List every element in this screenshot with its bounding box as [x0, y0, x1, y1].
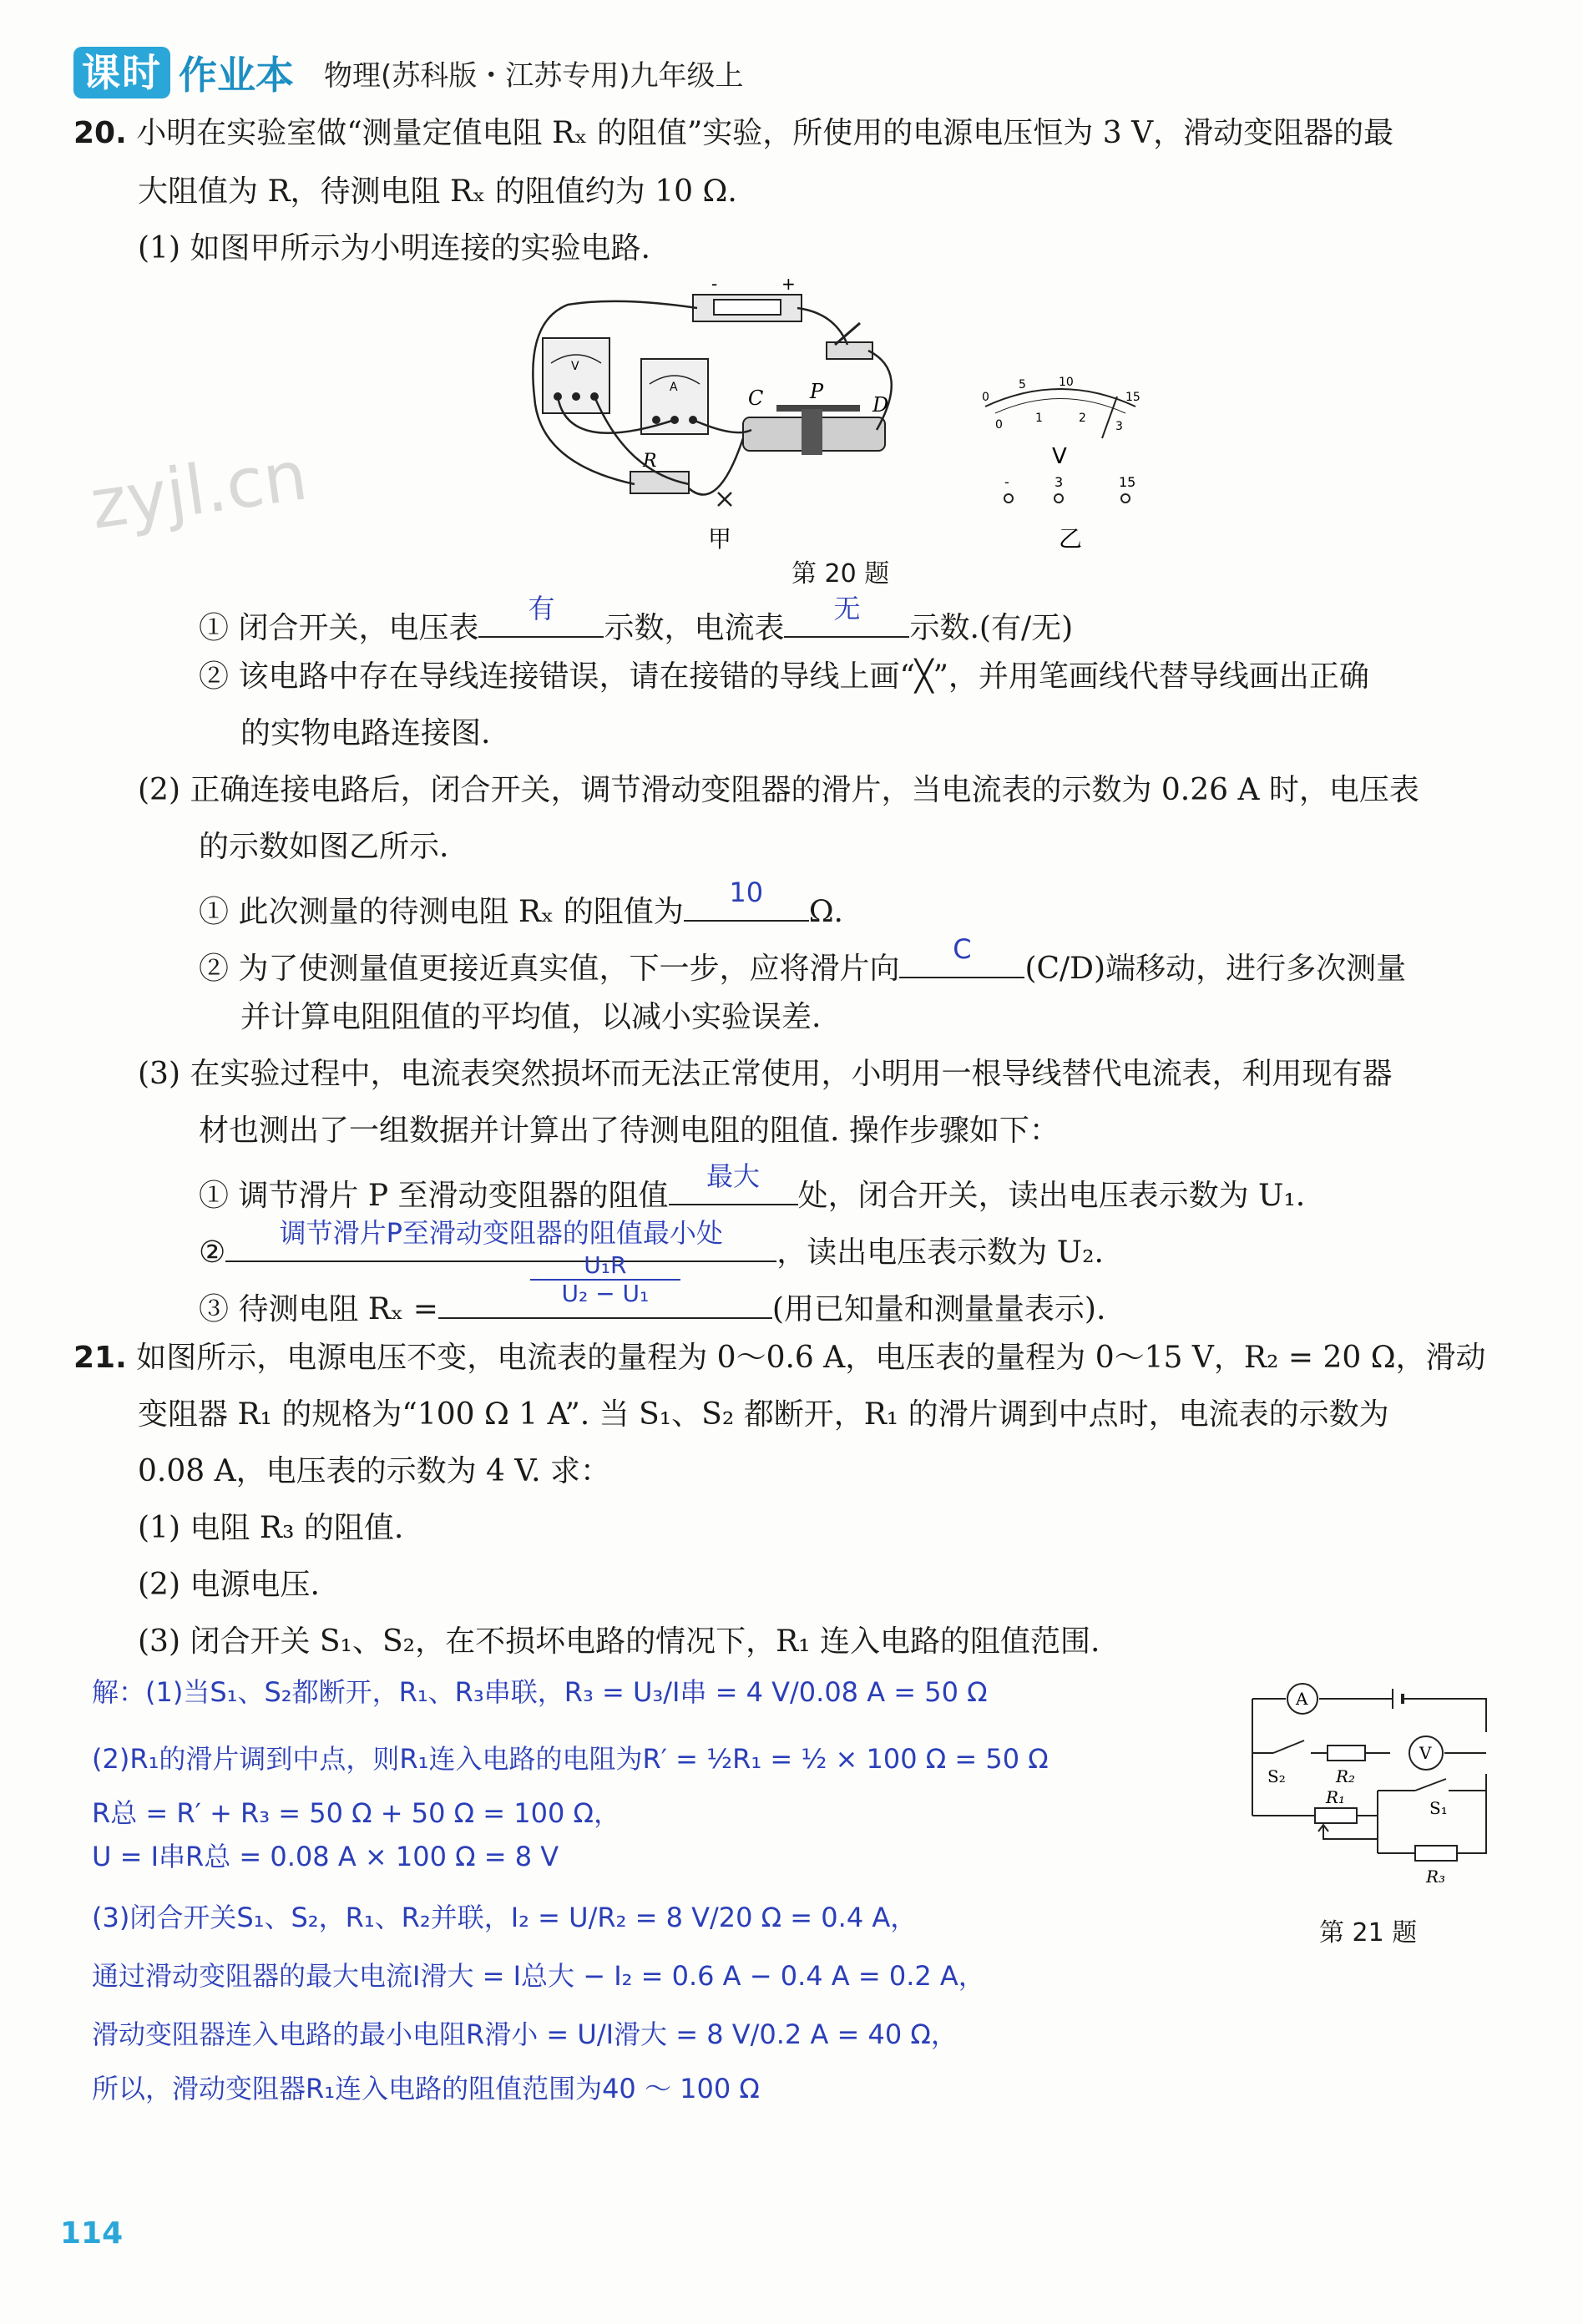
solution-line-8: 所以，滑动变阻器R₁连入电路的阻值范围为40 ～ 100 Ω [92, 2073, 760, 2104]
tick-top-0: 0 [982, 391, 989, 404]
page-header [73, 43, 744, 102]
q21-part3: (3) 闭合开关 S₁、S₂，在不损坏电路的情况下，R₁ 连入电路的阻值范围. [138, 1624, 1100, 1659]
voltmeter-symbol-icon [1409, 1736, 1443, 1770]
battery-minus-label: - [711, 274, 718, 294]
q21-part1: (1) 电阻 R₃ 的阻值. [138, 1511, 404, 1545]
q20-1-1-post: 示数.(有/无) [909, 611, 1074, 645]
solution-line-2: (2)R₁的滑片调到中点，则R₁连入电路的电阻为R′ = ½R₁ = ½ × 100 Ω = 50 Ω [92, 1743, 1049, 1775]
resistor-r2-label: R₂ [1336, 1766, 1356, 1786]
q21-figure-caption: 第 21 题 [1319, 1918, 1418, 1948]
resistor-r3-label: R₃ [1426, 1867, 1446, 1887]
q20-1-1-answer2: 无 [833, 593, 861, 624]
q20-part2a: (2) 正确连接电路后，闭合开关，调节滑动变阻器的滑片，当电流表的示数为 0.26 A 时，电压表 [138, 773, 1419, 807]
q20-1-1-blank2[interactable] [784, 593, 909, 638]
solution-line-5: (3)闭合开关S₁、S₂，R₁、R₂并联，I₂ = U/R₂ = 8 V/20 Ω = 0.4 A， [92, 1902, 918, 1933]
q20-stem-line2: 大阻值为 R，待测电阻 Rₓ 的阻值约为 10 Ω. [138, 174, 737, 209]
terminal-c-label: C [748, 386, 764, 410]
resistor-r3-icon [1415, 1846, 1457, 1861]
svg-text:A: A [670, 381, 678, 394]
q20-2-1 [199, 877, 843, 933]
meter-terminal-15: 15 [1119, 474, 1136, 490]
book-subtitle: 物理(苏科版・江苏专用)九年级上 [324, 58, 744, 93]
solution-line-7: 滑动变阻器连入电路的最小电阻R滑小 = U/I滑大 = 8 V/0.2 A = 40 Ω， [92, 2018, 958, 2050]
voltmeter-label: V [1419, 1743, 1432, 1763]
voltmeter-icon [543, 338, 609, 413]
switch-s1-icon [1415, 1779, 1446, 1791]
meter-terminal-minus: - [1004, 474, 1009, 490]
slider-arrow-icon [1318, 1825, 1328, 1839]
ammeter-symbol-icon [1287, 1684, 1317, 1714]
tick-top-3: 15 [1125, 391, 1140, 404]
meter-terminal-3: 3 [1054, 474, 1064, 490]
tick-top-2: 10 [1059, 376, 1074, 389]
q20-figure [518, 271, 1169, 555]
q20-1-1 [199, 593, 1074, 649]
q20-2-2 [199, 933, 1407, 990]
switch-s2-icon [1273, 1740, 1304, 1753]
resistor-r-label: R [643, 451, 657, 472]
q20-part3b: 材也测出了一组数据并计算出了待测电阻的阻值. 操作步骤如下： [199, 1114, 1060, 1148]
q20-stem-line1 [73, 113, 1393, 154]
slider-p-label: P [810, 380, 824, 403]
q20-3-1 [199, 1160, 1306, 1217]
fraction-denominator: U₂ − U₁ [561, 1280, 650, 1307]
switch-s1-label: S₁ [1429, 1798, 1448, 1818]
q20-1-2b: 的实物电路连接图. [240, 716, 491, 750]
voltmeter-dial-icon [982, 376, 1140, 503]
wrong-wire-mark-icon [718, 493, 731, 506]
q20-1-1-mid: 示数，电流表 [604, 611, 785, 645]
q20-2-1-post: Ω. [808, 895, 843, 929]
q20-part3a: (3) 在实验过程中，电流表突然损坏而无法正常使用，小明用一根导线替代电流表，利用现有器 [138, 1057, 1393, 1091]
q20-2-2b: 并计算电阻阻值的平均值，以减小实验误差. [240, 1000, 822, 1034]
rheostat-icon [743, 380, 888, 455]
battery-plus-label: + [781, 274, 796, 294]
tick-bottom-3: 3 [1115, 420, 1123, 433]
q20-3-3-blank[interactable] [438, 1251, 772, 1319]
ammeter-label: A [1296, 1689, 1308, 1709]
switch-s2-label: S₂ [1267, 1766, 1286, 1786]
q21-stem-line3: 0.08 A，电压表的示数为 4 V. 求： [138, 1454, 610, 1488]
q21-stem1: 如图所示，电源电压不变，电流表的量程为 0～0.6 A，电压表的量程为 0～15 V，R₂ = 20 Ω，滑动 [136, 1341, 1486, 1375]
tick-top-1: 5 [1019, 378, 1026, 392]
q20-2-2-pre: ② 为了使测量值更接近真实值，下一步，应将滑片向 [199, 952, 900, 986]
figure-jia-label: 甲 [708, 525, 732, 553]
q20-3-2-post: ，读出电压表示数为 U₂. [776, 1235, 1104, 1270]
switch-icon [827, 323, 872, 359]
rheostat-r1-icon [1315, 1808, 1357, 1823]
q20-3-3-fraction [438, 1252, 772, 1307]
q20-3-1-pre: ① 调节滑片 P 至滑动变阻器的阻值 [199, 1179, 669, 1213]
q20-2-2-blank[interactable] [899, 933, 1024, 978]
q20-3-1-answer: 最大 [706, 1160, 761, 1192]
solution-line-3: R总 = R′ + R₃ = 50 Ω + 50 Ω = 100 Ω， [92, 1797, 620, 1829]
q20-2-2-answer: C [953, 933, 972, 965]
q21-circuit-figure [1236, 1674, 1503, 1907]
q20-3-1-post: 处，闭合开关，读出电压表示数为 U₁. [797, 1179, 1306, 1213]
q21-stem-line1 [73, 1337, 1486, 1379]
q20-3-3-post: (用已知量和测量量表示). [771, 1292, 1106, 1326]
q20-stem1: 小明在实验室做“测量定值电阻 Rₓ 的阻值”实验，所使用的电源电压恒为 3 V，滑动变阻器的最 [136, 116, 1394, 150]
rheostat-r1-label: R₁ [1326, 1787, 1346, 1807]
svg-text:V: V [571, 360, 579, 373]
q21-part2: (2) 电源电压. [138, 1568, 320, 1602]
logo: 课时 [73, 47, 170, 99]
q20-1-2a: ② 该电路中存在导线连接错误，请在接错的导线上画“╳”，并用笔画线代替导线画出正确 [199, 659, 1369, 694]
q21-stem-line2: 变阻器 R₁ 的规格为“100 Ω 1 A”. 当 S₁、S₂ 都断开，R₁ 的滑片调到中点时，电流表的示数为 [138, 1397, 1389, 1432]
resistor-r2-icon [1328, 1746, 1365, 1761]
q20-2-2-post: (C/D)端移动，进行多次测量 [1024, 952, 1407, 986]
circuit-wires [1252, 1699, 1486, 1853]
tick-bottom-2: 2 [1079, 412, 1086, 425]
solution-line-6: 通过滑动变阻器的最大电流I滑大 = I总大 − I₂ = 0.6 A − 0.4 A = 0.2 A， [92, 1960, 985, 1992]
q20-part2b: 的示数如图乙所示. [199, 830, 449, 864]
battery-icon [693, 274, 802, 321]
q20-2-1-pre: ① 此次测量的待测电阻 Rₓ 的阻值为 [199, 895, 684, 929]
tick-bottom-0: 0 [995, 418, 1003, 432]
solution-line-1: 解：(1)当S₁、S₂都断开，R₁、R₃串联，R₃ = U₃/I串 = 4 V/0.08 A = 50 Ω [92, 1676, 988, 1708]
terminal-d-label: D [872, 393, 889, 417]
meter-unit: V [1052, 444, 1067, 469]
tick-bottom-1: 1 [1035, 412, 1043, 425]
q20-part1: (1) 如图甲所示为小明连接的实验电路. [138, 231, 650, 265]
q21-number: 21. [73, 1341, 127, 1375]
q20-3-3-pre: ③ 待测电阻 Rₓ = [199, 1292, 438, 1326]
q20-2-1-answer: 10 [729, 877, 764, 908]
q20-1-1-blank1[interactable] [478, 593, 604, 638]
page-number: 114 [60, 2216, 124, 2251]
solution-line-4: U = I串R总 = 0.08 A × 100 Ω = 8 V [92, 1841, 559, 1872]
q20-1-1-pre: ① 闭合开关，电压表 [199, 611, 479, 645]
q20-3-2-answer: 调节滑片P至滑动变阻器的阻值最小处 [279, 1217, 723, 1249]
q20-figure-caption: 第 20 题 [792, 559, 890, 589]
fraction-numerator: U₁R [530, 1252, 680, 1281]
watermark: zyjl.cn [85, 436, 312, 545]
q20-3-2-pre: ② [199, 1235, 226, 1270]
figure-yi-label: 乙 [1059, 525, 1083, 553]
q20-3-1-blank[interactable] [669, 1160, 798, 1205]
q20-number: 20. [73, 116, 127, 150]
q20-2-1-blank[interactable] [684, 877, 809, 922]
resistor-rx-icon [630, 451, 689, 493]
series-title: 作业本 [179, 53, 294, 98]
q20-1-1-answer1: 有 [528, 593, 555, 624]
